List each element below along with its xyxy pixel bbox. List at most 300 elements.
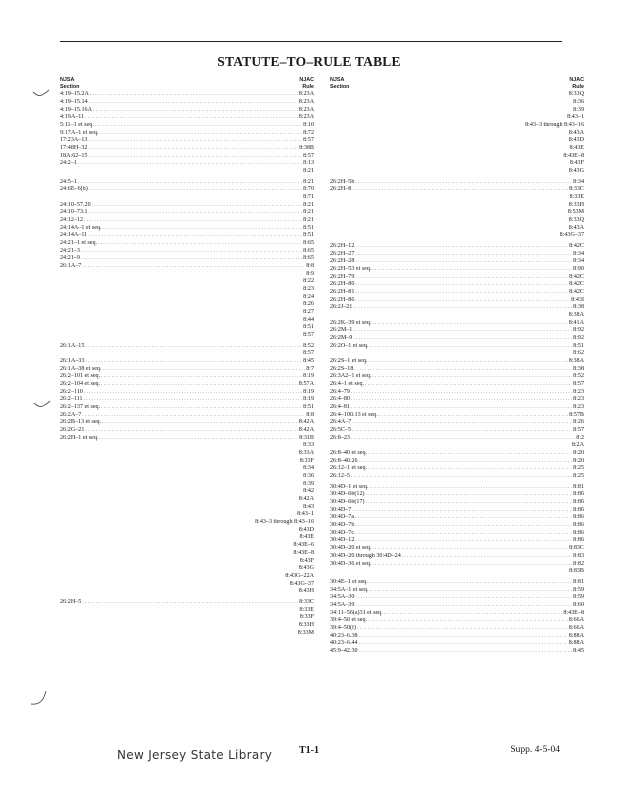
leader-dots — [92, 202, 303, 210]
rule-citation: 8:42C — [569, 273, 584, 280]
rule-citation: 8:43E–6 — [293, 542, 314, 549]
leader-dots — [352, 419, 572, 427]
statute-section: 26:1A–7 — [60, 262, 82, 269]
table-row — [60, 419, 314, 427]
rule-citation: 8:33H — [298, 621, 314, 628]
leader-dots — [372, 373, 572, 381]
statute-section: 26:2H–27 — [330, 250, 355, 257]
leader-dots — [351, 404, 572, 412]
statute-section: 26:1A–33 — [60, 358, 85, 365]
statute-section: 24:12–12 — [60, 216, 84, 223]
statute-section: 26:2H–5b — [330, 178, 355, 185]
leader-dots — [355, 522, 572, 530]
rule-citation: 8:21 — [303, 209, 314, 216]
rule-citation: 8:57 — [303, 332, 314, 339]
statute-section: 24:5–1 — [60, 178, 77, 185]
leader-dots — [84, 396, 303, 404]
rule-citation: 8:88A — [568, 640, 584, 647]
statute-section: 26:4–100.13 et seq. — [330, 411, 378, 418]
table-row-continuation — [60, 550, 314, 558]
leader-dots — [93, 107, 298, 115]
left-entries — [60, 91, 314, 637]
statute-section: 26:4–80 — [330, 396, 350, 403]
leader-dots — [357, 625, 568, 633]
rule-citation: 8:20 — [573, 450, 584, 457]
rule-citation: 8:34 — [573, 250, 584, 257]
statute-section: 24:21–9 — [60, 255, 80, 262]
table-row-continuation — [60, 614, 314, 622]
statute-section: 18A:62–15 — [60, 152, 88, 159]
statute-section: 26:2M–1 — [330, 327, 353, 334]
table-row — [60, 186, 314, 194]
table-row-continuation — [60, 350, 314, 358]
statute-section: 26:2–101 et seq. — [60, 373, 101, 380]
rule-citation: 8:51 — [303, 224, 314, 231]
table-row — [330, 389, 584, 397]
leader-dots — [90, 91, 298, 99]
rule-citation: 8:43E–8 — [563, 609, 584, 616]
rule-citation: 8:39 — [573, 106, 584, 113]
rule-citation: 8:43D — [298, 526, 314, 533]
rule-citation: 8:43G–22A — [285, 572, 314, 579]
section-header: NJSA Section — [60, 77, 80, 90]
statute-section: 26:2–111 — [60, 396, 83, 403]
table-row — [330, 297, 584, 305]
statute-section: 24:10–73.1 — [60, 209, 88, 216]
table-row-continuation — [60, 278, 314, 286]
margin-check-icon — [33, 400, 51, 410]
statute-section: 30:4D–7a — [330, 514, 355, 521]
rule-citation: 8:36 — [303, 473, 314, 480]
statute-section: 26:8–40 et seq. — [330, 450, 368, 457]
table-row — [60, 381, 314, 389]
leader-dots — [89, 209, 303, 217]
statute-section: 26:8–40.26 — [330, 457, 358, 464]
leader-dots — [352, 186, 568, 194]
leader-dots — [355, 251, 572, 259]
rule-citation: 8:38A — [568, 358, 584, 365]
leader-dots — [353, 327, 572, 335]
rule-citation: 8:38 — [573, 304, 584, 311]
leader-dots — [84, 389, 302, 397]
rule-citation: 8:21 — [303, 167, 314, 174]
statute-section: 17:23A–13 — [60, 137, 88, 144]
rule-citation: 8:57A — [298, 381, 314, 388]
statute-section: 30:4D–6b(12) — [330, 491, 365, 498]
table-row-continuation — [330, 232, 584, 240]
rule-citation: 8:88A — [568, 632, 584, 639]
leader-dots — [88, 232, 302, 240]
table-row — [60, 427, 314, 435]
leader-dots — [102, 419, 298, 427]
section-header: NJSA Section — [330, 77, 350, 90]
rule-citation: 8:2A — [571, 442, 584, 449]
table-row — [330, 507, 584, 515]
statute-section: 4:19–15.2A — [60, 91, 89, 98]
leader-dots — [368, 358, 567, 366]
table-row — [330, 633, 584, 641]
table-row-continuation — [60, 630, 314, 638]
rule-citation: 8:57B — [569, 411, 584, 418]
table-row — [330, 553, 584, 561]
table-row-continuation — [330, 107, 584, 115]
leader-dots — [369, 343, 572, 351]
rule-citation: 8:34 — [303, 465, 314, 472]
rule-citation: 8:83C — [569, 545, 584, 552]
rule-citation: 8:43G–37 — [289, 580, 314, 587]
leader-dots — [369, 484, 572, 492]
table-row-continuation — [60, 286, 314, 294]
rule-citation: 8:34 — [573, 178, 584, 185]
statute-section: 24:6E–6(b) — [60, 186, 88, 193]
rule-citation: 8:65 — [303, 255, 314, 262]
rule-citation: 8:52 — [303, 342, 314, 349]
left-column — [60, 77, 314, 637]
leader-dots — [353, 304, 572, 312]
rule-citation: 8:33Q — [568, 91, 584, 98]
table-row — [330, 373, 584, 381]
rule-citation: 8:38A — [568, 312, 584, 318]
rule-citation: 8:43E — [299, 534, 314, 541]
table-row — [330, 366, 584, 374]
rule-citation: 8:19 — [303, 388, 314, 395]
rule-citation: 8:33A — [298, 450, 314, 457]
leader-dots — [102, 225, 302, 233]
leader-dots — [355, 289, 568, 297]
table-row — [60, 179, 314, 187]
table-row-continuation — [330, 202, 584, 210]
table-row-continuation — [60, 488, 314, 496]
statute-section: 26:2B–13 et seq. — [60, 419, 102, 426]
rule-citation: 8:7 — [306, 365, 314, 372]
table-row — [330, 266, 584, 274]
table-row-continuation — [60, 573, 314, 581]
rule-citation: 8:43E–8 — [293, 549, 314, 556]
table-row — [330, 179, 584, 187]
table-row — [330, 610, 584, 618]
table-row — [330, 587, 584, 595]
rule-citation: 8:65 — [303, 247, 314, 254]
table-row — [60, 99, 314, 107]
rule-citation: 8:43F — [569, 160, 584, 167]
statute-section: 5:11–1 et seq. — [60, 121, 94, 128]
leader-dots — [355, 514, 572, 522]
table-row — [330, 396, 584, 404]
table-row — [60, 358, 314, 366]
table-row — [330, 640, 584, 648]
table-row — [330, 625, 584, 633]
statute-section: 26:1A–15 — [60, 342, 85, 349]
table-row — [330, 617, 584, 625]
rule-citation: 8:43E — [569, 144, 584, 151]
statute-section: 26:2H–79 — [330, 273, 355, 280]
table-row-continuation — [330, 153, 584, 161]
statute-section: 26:2H–28 — [330, 258, 355, 265]
statute-section: 34:5A–1 et seq. — [330, 586, 369, 593]
table-row — [60, 160, 314, 168]
rule-citation: 8:23A — [298, 98, 314, 105]
table-row-continuation — [330, 160, 584, 168]
rule-citation: 8:82 — [573, 560, 584, 567]
statute-section: 4:19A–11 — [60, 114, 85, 121]
statute-section: 24:14A–11 — [60, 232, 88, 239]
table-row-continuation — [330, 194, 584, 202]
rule-citation: 8:26 — [573, 419, 584, 426]
margin-check-icon — [30, 690, 50, 706]
table-row — [330, 537, 584, 545]
leader-dots — [85, 343, 302, 351]
statute-section: 39:4–50(f) — [330, 624, 357, 631]
statute-section: 45:9–42.30 — [330, 647, 358, 654]
rule-citation: 8:86 — [573, 514, 584, 521]
rule-citation: 8:57 — [303, 350, 314, 357]
statute-section: 24:14A–1 et seq. — [60, 224, 102, 231]
leader-dots — [81, 248, 302, 256]
statute-section: 34:5A–39 — [330, 601, 355, 608]
leader-dots — [95, 122, 302, 130]
rule-citation: 8:23A — [298, 91, 314, 98]
table-row — [60, 240, 314, 248]
table-row — [60, 396, 314, 404]
leader-dots — [379, 412, 568, 420]
rule-citation: 8:43G–37 — [559, 232, 584, 239]
table-row — [330, 594, 584, 602]
table-row-continuation — [330, 114, 584, 122]
leader-dots — [368, 465, 572, 473]
table-row-continuation — [60, 565, 314, 573]
table-row — [60, 130, 314, 138]
statute-section: 30:4D–1 et seq. — [330, 483, 369, 490]
table-row — [330, 435, 584, 443]
leader-dots — [353, 335, 572, 343]
table-row-continuation — [60, 519, 314, 527]
rule-citation: 8:70 — [303, 186, 314, 193]
rule-citation: 8:39 — [303, 480, 314, 487]
rule-citation: 8:43 — [303, 503, 314, 510]
leader-dots — [78, 179, 302, 187]
table-row — [330, 327, 584, 335]
rule-citation: 8:83 — [573, 552, 584, 559]
rule-header: NJAC Rule — [299, 77, 314, 90]
statute-section: 26:2K–39 et seq. — [330, 319, 372, 326]
table-row — [60, 145, 314, 153]
rule-header: NJAC Rule — [569, 77, 584, 90]
table-row — [330, 579, 584, 587]
table-row — [60, 232, 314, 240]
rule-citation: 8:57 — [573, 427, 584, 434]
rule-citation: 8:92 — [573, 335, 584, 342]
statute-section: 30:4D–7b — [330, 522, 355, 529]
table-row — [330, 304, 584, 312]
statute-section: 26:8–23 — [330, 434, 350, 441]
top-rule — [60, 41, 562, 42]
table-row — [330, 320, 584, 328]
rule-citation: 8:10 — [303, 121, 314, 128]
rule-citation: 8:38 — [573, 365, 584, 372]
rule-citation: 8:86 — [573, 537, 584, 544]
table-row-continuation — [60, 481, 314, 489]
statute-section: 26:2H–12 — [330, 242, 355, 249]
leader-dots — [355, 281, 568, 289]
rule-citation: 8:43E–8 — [563, 152, 584, 159]
table-row — [330, 465, 584, 473]
rule-citation: 8:43G — [298, 565, 314, 572]
rule-citation: 8:33C — [299, 598, 314, 605]
leader-dots — [355, 274, 568, 282]
table-row-continuation — [60, 504, 314, 512]
statute-section: 26:2O–1 et seq. — [330, 342, 369, 349]
rule-citation: 8:33F — [299, 614, 314, 621]
page-number: T1-1 — [299, 745, 319, 756]
table-row-continuation — [60, 317, 314, 325]
rule-citation: 8:71 — [303, 193, 314, 200]
leader-dots — [352, 507, 572, 515]
table-row — [330, 473, 584, 481]
table-row — [330, 289, 584, 297]
leader-dots — [89, 99, 298, 107]
statute-section: 30:4D–20 et seq. — [330, 545, 372, 552]
leader-dots — [359, 458, 573, 466]
leader-dots — [372, 545, 568, 553]
table-row-continuation — [60, 465, 314, 473]
rule-citation: 8:33F — [299, 457, 314, 464]
table-row-continuation — [60, 309, 314, 317]
rule-citation: 8:62 — [573, 350, 584, 357]
rule-citation: 8:86 — [573, 499, 584, 506]
table-row — [60, 599, 314, 607]
table-row — [60, 248, 314, 256]
statute-section: 34:5A–30 — [330, 594, 355, 601]
table-row — [330, 381, 584, 389]
table-row — [330, 545, 584, 553]
leader-dots — [351, 473, 572, 481]
table-row — [60, 153, 314, 161]
leader-dots — [82, 412, 305, 420]
table-row — [60, 435, 314, 443]
rule-citation: 8:57 — [303, 152, 314, 159]
leader-dots — [81, 255, 302, 263]
leader-dots — [359, 648, 573, 656]
rule-citation: 8:13 — [303, 160, 314, 167]
rule-citation: 8:42A — [298, 419, 314, 426]
table-row-continuation — [330, 130, 584, 138]
leader-dots — [351, 396, 572, 404]
statute-section: 26:2J–21 — [330, 304, 353, 311]
rule-citation: 8:86 — [573, 506, 584, 513]
rule-citation: 8:57 — [573, 381, 584, 388]
table-row — [330, 258, 584, 266]
rule-citation: 8:36 — [573, 98, 584, 105]
statute-section: 30:4D–12 — [330, 537, 355, 544]
table-row — [60, 91, 314, 99]
rule-citation: 8:59 — [573, 586, 584, 593]
statute-section: 26:2H–53 et seq. — [330, 265, 372, 272]
leader-dots — [355, 258, 572, 266]
table-row — [330, 561, 584, 569]
leader-dots — [402, 553, 572, 561]
table-row — [60, 209, 314, 217]
rule-citation: 8:43–3 through 8:43–16 — [255, 519, 314, 526]
table-row-continuation — [330, 217, 584, 225]
table-row — [330, 251, 584, 259]
table-row — [330, 404, 584, 412]
leader-dots — [85, 358, 302, 366]
rule-citation: 8:43G — [568, 167, 584, 174]
rule-citation: 8:25 — [573, 473, 584, 480]
rule-citation: 8:33H — [568, 201, 584, 208]
rule-citation: 8:20 — [573, 457, 584, 464]
statute-section: 26:2H–1 et seq. — [60, 434, 99, 441]
table-row — [60, 255, 314, 263]
leader-dots — [99, 435, 298, 443]
table-row — [330, 522, 584, 530]
rule-citation: 8:33E — [569, 193, 584, 200]
rule-citation: 8:92 — [573, 327, 584, 334]
leader-dots — [372, 320, 567, 328]
rule-citation: 8:23A — [298, 114, 314, 121]
table-row — [60, 137, 314, 145]
statute-section: 40:23–6.38 — [330, 632, 358, 639]
statute-section: 26:3A2–1 et seq. — [330, 373, 372, 380]
statute-section: 30:4D–6b(17) — [330, 499, 365, 506]
table-row-continuation — [60, 527, 314, 535]
rule-citation: 8:2 — [576, 434, 584, 441]
rule-citation: 8:41A — [568, 319, 584, 326]
statute-section: 17:48H–32 — [60, 144, 88, 151]
table-row-continuation — [330, 91, 584, 99]
leader-dots — [355, 537, 572, 545]
statute-section: 30:4D–7 — [330, 506, 352, 513]
leader-dots — [368, 450, 572, 458]
statute-section: 26:2H–5 — [60, 598, 82, 605]
statute-section: 9:17A–1 et seq. — [60, 129, 99, 136]
rule-citation: 8:72 — [303, 129, 314, 136]
table-row — [330, 491, 584, 499]
statute-section: 26:4–79 — [330, 388, 350, 395]
leader-dots — [351, 389, 572, 397]
rule-citation: 8:42A — [298, 427, 314, 434]
leader-dots — [369, 579, 572, 587]
table-row — [330, 412, 584, 420]
table-row-continuation — [330, 137, 584, 145]
rule-citation: 8:25 — [573, 465, 584, 472]
table-row — [330, 186, 584, 194]
rule-citation: 8:51 — [303, 324, 314, 331]
rule-citation: 8:43F — [299, 557, 314, 564]
rule-citation: 8:51 — [573, 342, 584, 349]
rule-citation: 8:26 — [303, 301, 314, 308]
statute-section: 26:4A–7 — [330, 419, 352, 426]
statute-section: 26:4–81 — [330, 404, 350, 411]
rule-citation: 8:43–3 through 8:43–16 — [525, 121, 584, 128]
rule-citation: 8:45 — [303, 358, 314, 365]
statute-section: 4:19–15.14 — [60, 98, 88, 105]
table-row-continuation — [60, 558, 314, 566]
statute-section: 26:2H–81 — [330, 288, 355, 295]
rule-citation: 8:23 — [573, 404, 584, 411]
statute-section: 26:5C–5 — [330, 427, 351, 434]
table-row — [60, 122, 314, 130]
rule-citation: 8:66A — [568, 617, 584, 624]
statute-section: 39:4–50 et seq. — [330, 617, 368, 624]
leader-dots — [359, 640, 568, 648]
leader-dots — [102, 366, 305, 374]
rule-citation: 8:34 — [573, 258, 584, 265]
rule-citation: 8:21 — [303, 178, 314, 185]
table-row-continuation — [60, 581, 314, 589]
table-row — [60, 225, 314, 233]
leader-dots — [355, 179, 572, 187]
